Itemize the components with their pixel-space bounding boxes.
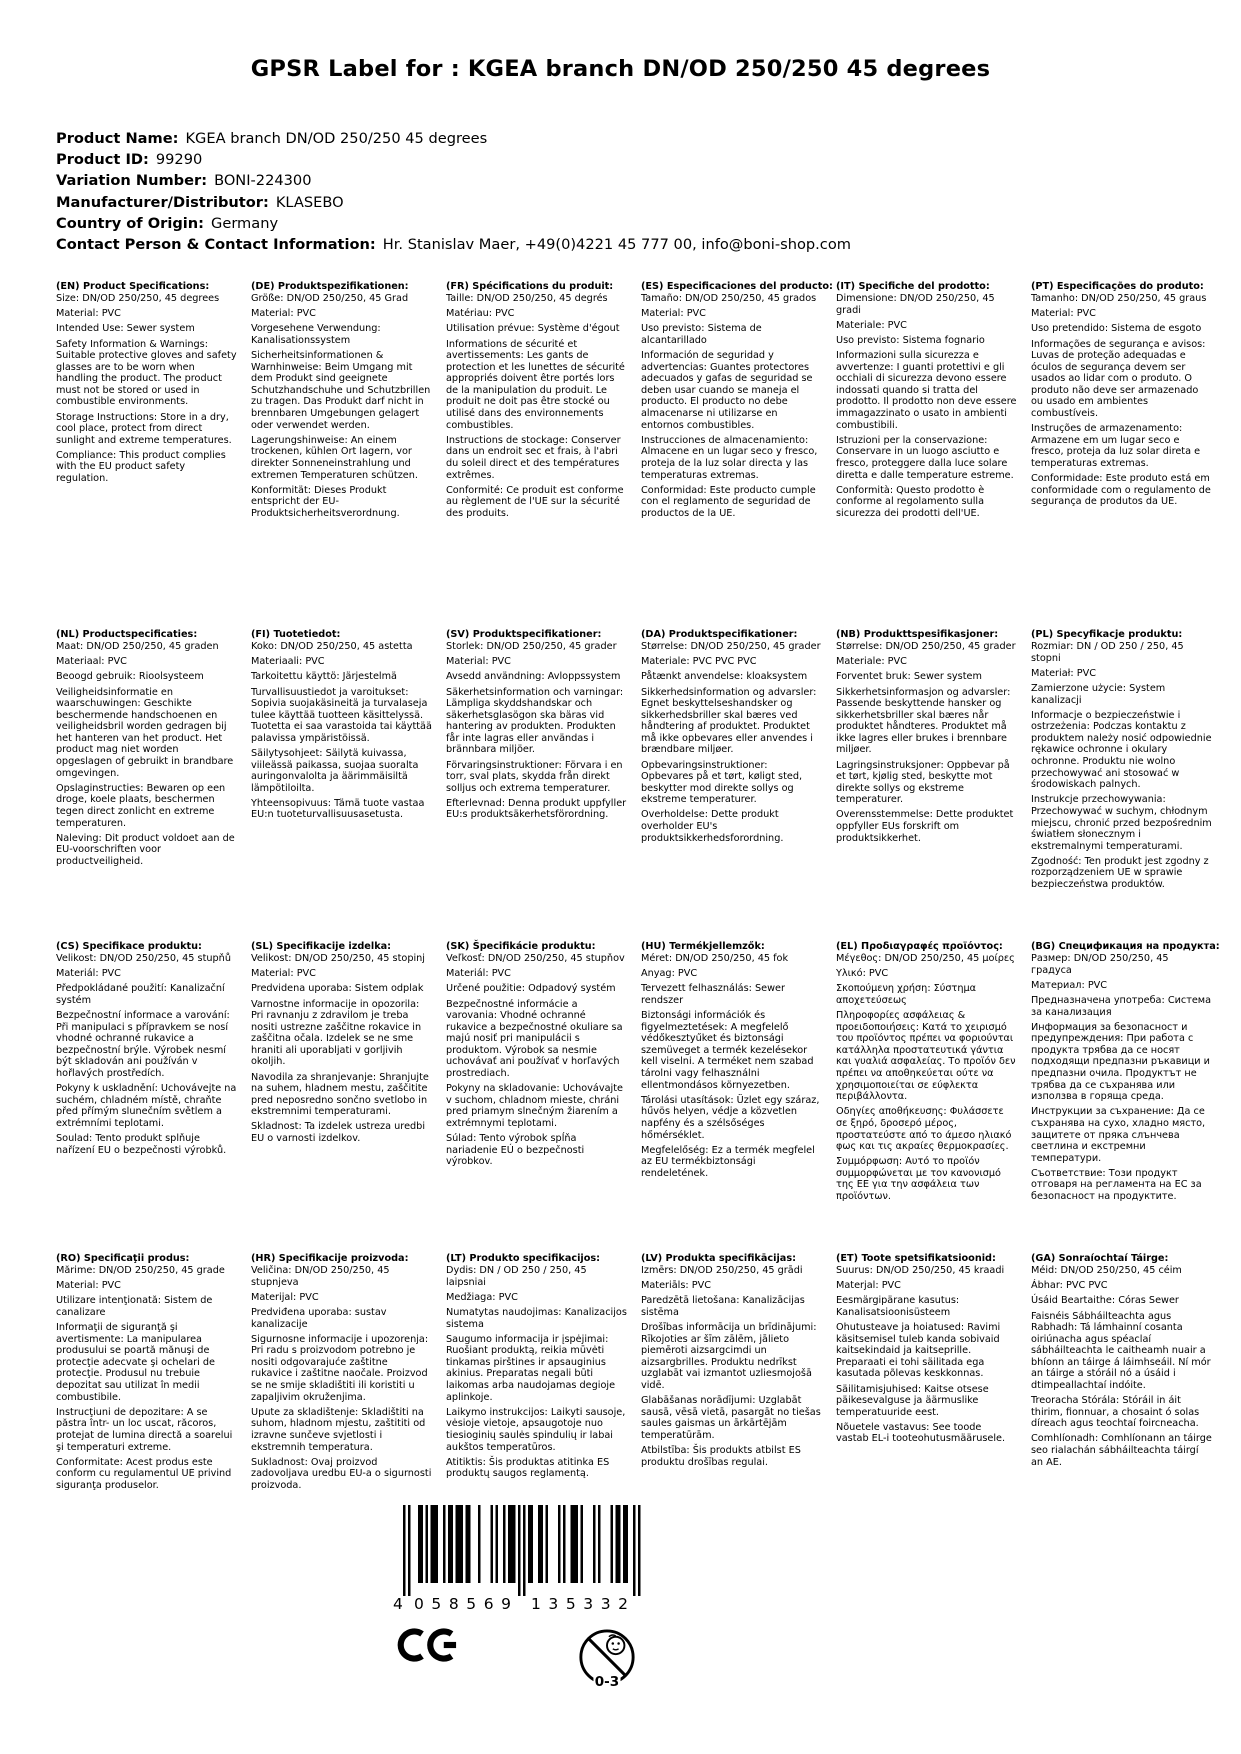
barcode-bar [623,1505,626,1583]
spec-heading: (EN) Product Specifications: [56,281,210,293]
spec-paragraph: Size: DN/OD 250/250, 45 degrees [56,293,220,305]
spec-paragraph: Rozmiar: DN / OD 250 / 250, 45 stopni [1031,641,1184,664]
spec-paragraph: Storlek: DN/OD 250/250, 45 grader [446,641,617,653]
info-field-value: BONI-224300 [214,172,312,190]
spec-paragraph: Varnostne informacije in opozorila: Pri ravnanju z zdravilom je treba nositi ustrezne zaščitne rokavice in zaščitna očala. Izdelek se ne sme hraniti ali uporabljati v gorljivih okoljih. [251,998,422,1068]
spec-paragraph: Размер: DN/OD 250/250, 45 градуса [1031,953,1169,976]
spec-heading: (HU) Termékjellemzők: [641,941,765,953]
spec-paragraph: Konformität: Dieses Produkt entspricht der EU-Produktsicherheitsverordnung. [251,484,400,519]
spec-paragraph: Съответствие: Този продукт отговаря на регламента на ЕС за безопасност на продуктите. [1031,1167,1202,1202]
spec-paragraph: Eesmärgipärane kasutus: Kanalisatsioonisüsteem [836,1295,960,1318]
barcode-bar [541,1505,544,1583]
barcode-bar [528,1505,531,1583]
spec-heading: (PL) Specyfikacje produktu: [1031,629,1183,641]
spec-heading: (NB) Produkttspesifikasjoner: [836,629,999,641]
spec-row-2 [56,629,1241,941]
spec-paragraph: Ohutusteave ja hoiatused: Ravimi käsitsemisel tuleb kanda sobivaid kaitsekindaid ja kaitseprille. Preparaati ei tohi säilitada ega kasutada põlevas keskkonnas. [836,1322,1001,1380]
spec-row-4 [56,1253,1241,1495]
product-info-line [56,128,1241,149]
barcode-bar [638,1505,641,1596]
spec-paragraph: Material: PVC [251,968,316,980]
spec-paragraph: Säilytysohjeet: Säilytä kuivassa, viileässä paikassa, suojaa suoralta auringonvalolta ja äärimmäisiltä lämpötiloilta. [251,747,419,794]
spec-paragraph: Materiál: PVC [56,968,121,980]
spec-paragraph: Saugumo informacija ir įspėjimai: Ruošiant produktą, reikia mūvėti tinkamas pirštines ir apsauginius akinius. Preparatas negali būti laikomas arba naudojamas degioje aplinkoje. [446,1333,616,1403]
spec-paragraph: Úsáid Beartaithe: Córas Sewer [1031,1295,1179,1307]
spec-paragraph: Materiaali: PVC [251,656,325,668]
info-field-label: Manufacturer/Distributor: [56,193,269,211]
spec-paragraph: Mărime: DN/OD 250/250, 45 grade [56,1265,225,1277]
spec-paragraph: Utilisation prévue: Système d'égout [446,323,620,335]
spec-paragraph: Materiál: PVC [446,968,511,980]
spec-paragraph: Størrelse: DN/OD 250/250, 45 grader [836,641,1016,653]
spec-paragraph: Efterlevnad: Denna produkt uppfyller EU:s produktsäkerhetsförordning. [446,797,627,821]
spec-paragraph: Opslaginstructies: Bewaren op een droge, koele plaats, beschermen tegen direct zonlicht en extreme temperaturen. [56,782,226,829]
spec-paragraph: Materiaal: PVC [56,656,127,668]
spec-paragraph: Compliance: This product complies with the EU product safety regulation. [56,449,226,485]
spec-paragraph: Koko: DN/OD 250/250, 45 astetta [251,641,413,653]
spec-block-fr [446,281,627,523]
spec-paragraph: Medžiaga: PVC [446,1291,518,1303]
barcode-bar [581,1505,584,1583]
barcode-bar [523,1505,526,1596]
barcode-bar [421,1505,424,1583]
spec-heading: (HR) Specifikacije proizvoda: [251,1253,409,1265]
spec-block-ro [56,1253,237,1495]
spec-row-1 [56,281,1241,629]
spec-paragraph: Förvaringsinstruktioner: Förvara i en torr, sval plats, skydda från direkt solljus och extrema temperaturer. [446,759,623,794]
spec-paragraph: Materiale: PVC PVC PVC [641,656,757,668]
barcode-bar [456,1505,459,1583]
spec-paragraph: Sikkerhedsinformation og advarsler: Egnet beskyttelseshandsker og sikkerhedsbriller skal bæres ved håndtering af produktet. Produktet må ikke opbevares eller anvendes i brændbare miljøer. [641,686,817,756]
barcode-bar [403,1505,406,1596]
barcode-bar [491,1505,494,1583]
spec-paragraph: Conformidade: Este produto está em conformidade com o regulamento de segurança de produtos da UE. [1031,473,1211,508]
spec-paragraph: Uso pretendido: Sistema de esgoto [1031,323,1202,335]
barcode-bar [433,1505,436,1583]
barcode-bar [593,1505,596,1583]
product-info-line [56,213,1241,234]
spec-heading: (EL) Προδιαγραφές προϊόντος: [836,941,1003,953]
spec-paragraph: Materiale: PVC [836,656,907,668]
spec-paragraph: Storage Instructions: Store in a dry, cool place, protect from direct sunlight and extreme temperatures. [56,411,232,446]
barcode-bar [451,1505,454,1583]
barcode-bar [573,1505,576,1583]
spec-paragraph: Veličina: DN/OD 250/250, 45 stupnjeva [251,1265,390,1288]
product-info-line [56,170,1241,191]
spec-paragraph: Instructions de stockage: Conserver dans un endroit sec et frais, à l'abri du soleil direct et des températures extrêmes. [446,434,621,481]
spec-paragraph: Drošības informācija un brīdinājumi: Rīkojoties ar šīm zālēm, jālieto piemēroti aizsargcimdi un aizsargbrilles. Produktu nedrīkst uzglabāt vai izmantot uzliesmojošā vidē. [641,1322,817,1392]
spec-heading: (GA) Sonraíochtaí Táirge: [1031,1253,1169,1265]
age-warning-label: 0-3 [594,1674,620,1691]
spec-paragraph: Οδηγίες αποθήκευσης: Φυλάσσετε σε ξηρό, δροσερό μέρος, προστατεύστε από το άμεσο ηλιακό φως και τις ακραίες θερμοκρασίες. [836,1106,1012,1153]
barcode-bar [571,1505,574,1583]
ean13-barcode [393,1505,641,1611]
spec-paragraph: Bezpečnostné informácie a varovania: Vhodné ochranné rukavice a bezpečnostné okuliare sa majú nosiť pri manipulácii s produktom. Výrobok sa nesmie uchovávať ani používať v horľavých prostrediach. [446,998,623,1080]
spec-heading: (LT) Produkto specifikacijos: [446,1253,601,1265]
spec-block-nb [836,629,1017,848]
spec-paragraph: Påtænkt anvendelse: kloaksystem [641,671,808,683]
spec-block-nl [56,629,237,871]
spec-heading: (NL) Productspecificaties: [56,629,198,641]
spec-row-3 [56,941,1241,1253]
barcode-bar [511,1505,514,1583]
spec-paragraph: Conformité: Ce produit est conforme au règlement de l'UE sur la sécurité des produits. [446,484,624,519]
spec-heading: (RO) Specificaţii produs: [56,1253,190,1265]
spec-paragraph: Méid: DN/OD 250/250, 45 céim [1031,1265,1182,1277]
spec-paragraph: Material: PVC [1031,308,1096,320]
spec-heading: (ET) Toote spetsifikatsioonid: [836,1253,996,1265]
compliance-symbols [393,1625,641,1693]
spec-block-el [836,941,1017,1206]
spec-paragraph: Tarkoitettu käyttö: Järjestelmä [251,671,397,683]
spec-block-en [56,281,237,488]
barcode-bar [563,1505,566,1583]
barcode-bar [616,1505,619,1583]
spec-paragraph: Предназначена употреба: Система за канализация [1031,995,1212,1018]
barcode-bar [576,1505,579,1583]
spec-paragraph: Navodila za shranjevanje: Shranjujte na suhem, hladnem mestu, zaščitite pred neposredno sončno svetlobo in ekstremnimi temperaturami. [251,1071,429,1118]
spec-paragraph: Material: PVC [446,656,511,668]
spec-paragraph: Dimensione: DN/OD 250/250, 45 gradi [836,293,995,316]
product-info-line [56,149,1241,170]
spec-paragraph: Vorgesehene Verwendung: Kanalisationssystem [251,323,381,346]
spec-paragraph: Predvidena uporaba: Sistem odplak [251,983,424,995]
spec-paragraph: Overensstemmelse: Dette produktet oppfyller EUs forskrift om produktsikkerhet. [836,809,1014,844]
spec-paragraph: Dydis: DN / OD 250 / 250, 45 laipsniai [446,1265,587,1288]
spec-block-sk [446,941,627,1171]
spec-paragraph: Beoogd gebruik: Rioolsysteem [56,671,204,683]
spec-heading: (BG) Спецификация на продукта: [1031,941,1220,953]
spec-paragraph: Instrucciones de almacenamiento: Almacene en un lugar seco y fresco, proteja de la luz solar directa y las temperaturas extremas. [641,434,818,481]
barcode-bar [546,1505,549,1583]
spec-paragraph: Lagringsinstruksjoner: Oppbevar på et tørt, kjølig sted, beskytte mot direkte sollys og ekstreme temperaturer. [836,759,1010,806]
barcode-bar [408,1505,411,1596]
spec-heading: (IT) Specifiche del prodotto: [836,281,990,293]
spec-block-sl [251,941,432,1148]
barcode-bar [436,1505,439,1583]
spec-paragraph: Materiale: PVC [836,319,907,331]
spec-paragraph: Yhteensopivuus: Tämä tuote vastaa EU:n tuoteturvallisuusasetusta. [251,797,425,821]
spec-paragraph: Upute za skladištenje: Skladištiti na suhom, hladnom mjestu, zaštititi od izravne sunčeve svjetlosti i ekstremnih temperatura. [251,1406,426,1453]
spec-paragraph: Material: PVC [56,308,121,320]
barcode-digits: 058569 [414,1594,511,1611]
spec-paragraph: Conformità: Questo prodotto è conforme al regolamento sulla sicurezza dei prodotti dell'UE. [836,484,985,519]
spec-heading: (DE) Produktspezifikationen: [251,281,409,293]
spec-paragraph: Určené použitie: Odpadový systém [446,983,616,995]
barcode-bar [558,1505,561,1583]
ce-mark-icon [397,1625,461,1665]
spec-paragraph: Größe: DN/OD 250/250, 45 Grad [251,293,409,305]
spec-paragraph: Instrukcje przechowywania: Przechowywać w suchym, chłodnym miejscu, chronić przed bezpośrednim światłem słonecznym i ekstremalnymi temperaturami. [1031,794,1212,852]
spec-paragraph: Informations de sécurité et avertissements: Les gants de protection et les lunettes de sécurité appropriés doivent être portés lors de la manipulation du produit. Le produit ne doit pas être stocké ou utilisé dans des environnements combustibles. [446,338,625,431]
spec-heading: (SL) Specifikacije izdelka: [251,941,392,953]
spec-paragraph: Faisnéis Sábháilteachta agus Rabhadh: Tá lámhainní cosanta oiriúnacha agus spéaclaí sábháilteachta le caitheamh nuair a bhíonn an táirge á láimhseáil. Ní mór an táirge a stóráil nó a úsáid i dtimpeallachtaí indóite. [1031,1310,1211,1392]
info-field-value: KLASEBO [275,193,344,211]
spec-block-hu [641,941,822,1183]
spec-block-pt [1031,281,1212,511]
spec-paragraph: Súlad: Tento výrobok spĺňa nariadenie EÚ o bezpečnosti výrobkov. [446,1133,585,1168]
spec-paragraph: Velikost: DN/OD 250/250, 45 stupňů [56,953,231,965]
spec-paragraph: Veiligheidsinformatie en waarschuwingen: Geschikte beschermende handschoenen en veiligheidsbril worden gedragen bij het hanteren van het product. Het product mag niet worden opgeslagen of gebruikt in brandbare omgevingen. [56,686,234,779]
spec-paragraph: Materjal: PVC [836,1280,901,1292]
barcode-bar [626,1505,629,1583]
spec-paragraph: Material: PVC [251,308,316,320]
barcode-bar [496,1505,499,1583]
spec-paragraph: Soulad: Tento produkt splňuje nařízení EU o bezpečnosti výrobků. [56,1133,227,1156]
page-title: GPSR Label for : KGEA branch DN/OD 250/250 45 degrees [250,56,991,82]
info-field-value: 99290 [155,151,203,169]
barcode-digits: 4 [393,1594,403,1611]
spec-paragraph: Anyag: PVC [641,968,698,980]
spec-paragraph: Glabāšanas norādījumi: Uzglabāt sausā, vēsā vietā, pasargāt no tiešas saules gaismas un ārkārtējām temperatūrām. [641,1395,821,1441]
spec-paragraph: Safety Information & Warnings: Suitable protective gloves and safety glasses are to be worn when handling the product. The product must not be stored or used in combustible environments. [56,338,237,408]
barcode-bar [478,1505,481,1583]
spec-block-lv [641,1253,822,1472]
spec-paragraph: Zgodność: Ten produkt jest zgodny z rozporządzeniem UE w sprawie bezpieczeństwa produktów. [1031,855,1209,890]
spec-paragraph: Instruções de armazenamento: Armazene em um lugar seco e fresco, proteja da luz solar direta e temperaturas extremas. [1031,423,1201,469]
spec-paragraph: Υλικό: PVC [836,968,889,980]
spec-paragraph: Overholdelse: Dette produkt overholder EU's produktsikkerhedsforordning. [641,809,784,844]
spec-block-da [641,629,822,848]
spec-paragraph: Materiāls: PVC [641,1280,711,1292]
spec-paragraph: Utilizare intenţionată: Sistem de canalizare [56,1295,213,1318]
spec-paragraph: Atitiktis: Šis produktas atitinka ES produktų saugos reglamentą. [446,1456,610,1480]
spec-paragraph: Sukladnost: Ovaj proizvod zadovoljava uredbu EU-a o sigurnosti proizvoda. [251,1456,432,1491]
barcode-bar [466,1505,469,1583]
spec-paragraph: Bezpečnostní informace a varování: Při manipulaci s přípravkem se nosí vhodné ochranné rukavice a bezpečnostní brýle. Výrobek nesmí být skladován ani používán v hořlavých prostředích. [56,1010,230,1080]
spec-block-pl [1031,629,1212,894]
spec-paragraph: Tervezett felhasználás: Sewer rendszer [641,983,785,1006]
spec-paragraph: Numatytas naudojimas: Kanalizacijos sistema [446,1307,627,1330]
barcode-digits: 135332 [531,1594,628,1611]
spec-paragraph: Uso previsto: Sistema de alcantarillado [641,323,762,346]
specifications-grid [56,281,1241,1495]
spec-paragraph: Taille: DN/OD 250/250, 45 degrés [446,293,608,305]
spec-paragraph: Sigurnosne informacije i upozorenja: Pri radu s proizvodom potrebno je nositi odgovarajuće zaštitne rukavice i zaštitne naočale. Proizvod se ne smije skladištiti ili koristiti u zapaljivim okruženjima. [251,1333,429,1403]
barcode-bar [426,1505,429,1583]
spec-heading: (SK) Špecifikácie produktu: [446,941,596,953]
spec-paragraph: Información de seguridad y advertencias: Guantes protectores adecuados y gafas de seguridad se deben usar cuando se maneja el producto. El producto no debe almacenarse ni utilizarse en entornos combustibles. [641,350,813,431]
spec-block-de [251,281,432,523]
barcode-bar [431,1505,434,1583]
spec-paragraph: Tamaño: DN/OD 250/250, 45 grados [641,293,817,305]
spec-paragraph: Biztonsági információk és figyelmeztetések: A megfelelő védőkesztyűket és biztonsági szemüveget a termék kezelésekor kell viselni. A terméket nem szabad tárolni vagy felhasználni ellentmondásos környezetben. [641,1010,814,1091]
barcode-bar [461,1505,464,1583]
spec-paragraph: Zamierzone użycie: System kanalizacji [1031,683,1166,706]
barcode-bar [508,1505,511,1583]
spec-paragraph: Méret: DN/OD 250/250, 45 fok [641,953,789,965]
product-info-section [56,128,1241,255]
spec-paragraph: Μέγεθος: DN/OD 250/250, 45 μοίρες [836,953,1015,965]
spec-paragraph: Forventet bruk: Sewer system [836,671,982,683]
product-info-line [56,192,1241,213]
spec-paragraph: Συμμόρφωση: Αυτό το προϊόν συμμορφώνεται με τον κανονισμό της ΕΕ για την ασφάλεια των προϊόντων. [836,1156,1001,1202]
spec-block-sv [446,629,627,824]
spec-paragraph: Material: PVC [56,1280,121,1292]
barcode-bar [503,1505,506,1583]
spec-paragraph: Predviđena uporaba: sustav kanalizacije [251,1307,387,1330]
spec-paragraph: Velikost: DN/OD 250/250, 45 stopinj [251,953,425,965]
info-field-label: Product Name: [56,130,179,147]
spec-paragraph: Comhlíonadh: Comhlíonann an táirge seo rialachán sábháilteachta táirgí an AE. [1031,1433,1212,1468]
spec-paragraph: Pokyny na skladovanie: Uchovávajte v suchom, chladnom mieste, chráni pred priamym slnečným žiarením a extrémnymi teplotami. [446,1083,623,1129]
spec-heading: (ES) Especificaciones del producto: [641,281,833,293]
spec-paragraph: Informaţii de siguranţă şi avertismente: La manipularea produsului se poartă mănuşi de protecţie adecvate şi ochelari de protecţie. Produsul nu trebuie depozitat sau utilizat în medii combustibile. [56,1322,216,1403]
spec-paragraph: Treoracha Stórála: Stóráil in áit thirim, fionnuar, a chosaint ó solas díreach agus teochtaí foircneacha. [1031,1395,1200,1430]
spec-paragraph: Turvallisuustiedot ja varoitukset: Sopivia suojakäsineitä ja turvalaseja tulee käyttää tuotteen käsittelyssä. Tuotetta ei saa varastoida tai käyttää palavissa ympäristöissä. [251,686,432,744]
spec-paragraph: Σκοπούμενη χρήση: Σύστημα αποχετεύσεως [836,983,977,1006]
spec-paragraph: Материал: PVC [1031,979,1108,991]
spec-paragraph: Istruzioni per la conservazione: Conservare in un luogo asciutto e fresco, proteggere dalla luce solare diretta e dalle temperature estreme. [836,434,1014,481]
spec-paragraph: Megfelelőség: Ez a termék megfelel az EU termékbiztonsági rendeletének. [641,1144,815,1179]
spec-paragraph: Tamanho: DN/OD 250/250, 45 graus [1031,293,1207,305]
spec-heading: (DA) Produktspecifikationer: [641,629,798,641]
barcode-bar [418,1505,421,1583]
spec-block-it [836,281,1017,523]
spec-heading: (FR) Spécifications du produit: [446,281,614,293]
spec-block-hr [251,1253,432,1495]
spec-block-es [641,281,833,523]
spec-paragraph: Maat: DN/OD 250/250, 45 graden [56,641,219,653]
info-field-label: Variation Number: [56,172,208,190]
info-field-value: Hr. Stanislav Maer, +49(0)4221 45 777 00, info@boni-shop.com [382,236,851,254]
spec-paragraph: Информация за безопасност и предупреждения: При работа с продукта трябва да се носят подходящи предпазни ръкавици и предпазни очила. Продуктът не трябва да се съхранява или използва в горяща среда. [1031,1021,1210,1103]
product-info-line [56,234,1241,255]
spec-block-bg [1031,941,1220,1206]
barcode-bar [531,1505,534,1583]
barcode-bar [468,1505,471,1583]
spec-heading: (PT) Especificações do produto: [1031,281,1204,293]
spec-paragraph: Materijal: PVC [251,1291,319,1303]
spec-paragraph: Informações de segurança e avisos: Luvas de proteção adequadas e óculos de segurança devem ser usados ao lidar com o produto. O produto não deve ser armazenado ou usado em ambientes combustíveis. [1031,338,1206,420]
barcode-bar [598,1505,601,1583]
spec-block-cs [56,941,237,1160]
spec-heading: (LV) Produkta specifikācijas: [641,1253,796,1265]
spec-block-lt [446,1253,627,1483]
spec-paragraph: Informazioni sulla sicurezza e avvertenze: I guanti protettivi e gli occhiali di sicurezza devono essere indossati quando si tratta del prodotto. Il prodotto non deve essere immagazzinato o usato in ambienti combustibili. [836,350,1017,431]
spec-paragraph: Størrelse: DN/OD 250/250, 45 grader [641,641,821,653]
age-warning-0-3-icon [577,1625,637,1693]
spec-paragraph: Инструкции за съхранение: Да се съхранява на сухо, хладно място, защитете от пряка слънчева светлина и екстремни температури. [1031,1106,1206,1164]
spec-paragraph: Lagerungshinweise: An einem trockenen, kühlen Ort lagern, vor direkter Sonneneinstrahlung und extremen Temperaturen schützen. [251,434,418,481]
spec-block-fi [251,629,432,824]
spec-paragraph: Conformitate: Acest produs este conform cu regulamentul UE privind siguranţa produselor. [56,1456,232,1491]
barcode-bar [448,1505,451,1583]
info-field-value: Germany [211,214,279,232]
spec-paragraph: Veľkosť: DN/OD 250/250, 45 stupňov [446,953,625,965]
spec-paragraph: Πληροφορίες ασφάλειας & προειδοποιήσεις: Κατά το χειρισμό του προϊόντος πρέπει να φοριούνται κατάλληλα προστατευτικά γάντια και γυαλιά ασφαλείας. Το προϊόν δεν πρέπει να αποθηκεύεται ούτε να χρησιμοποιείται σε εύφλεκτα περιβάλλοντα. [836,1010,1016,1103]
spec-paragraph: Sicherheitsinformationen & Warnhinweise: Beim Umgang mit dem Produkt sind geeignete Schutzhandschuhe und Schutzbrillen zu tragen. Das Produkt darf nicht in brennbaren Umgebungen gelagert oder verwendet werden. [251,350,431,431]
spec-paragraph: Suurus: DN/OD 250/250, 45 kraadi [836,1265,1005,1277]
spec-paragraph: Matériau: PVC [446,308,515,320]
spec-paragraph: Pokyny k uskladnění: Uchovávejte na suchém, chladném místě, chraňte před přímým slunečním světlem a extrémními teplotami. [56,1083,237,1129]
barcode-bar [633,1505,636,1596]
spec-paragraph: Atbilstība: Šis produkts atbilst ES produktu drošības regulai. [641,1445,801,1468]
spec-paragraph: Opbevaringsinstruktioner: Opbevares på et tørt, køligt sted, beskytter mod direkte sollys og ekstreme temperaturer. [641,759,803,806]
info-field-label: Contact Person & Contact Information: [56,236,376,254]
barcode-bar [443,1505,446,1583]
spec-paragraph: Laikymo instrukcijos: Laikyti sausoje, vėsioje vietoje, apsaugotoje nuo tiesioginių saulės spindulių ir labai aukštos temperatūros. [446,1406,626,1453]
spec-paragraph: Uso previsto: Sistema fognario [836,335,985,346]
spec-paragraph: Ábhar: PVC PVC [1031,1280,1108,1292]
barcode-bar [538,1505,541,1583]
barcode-bar [518,1505,521,1596]
spec-paragraph: Skladnost: Ta izdelek ustreza uredbi EU o varnosti izdelkov. [251,1121,426,1145]
spec-paragraph: Material: PVC [641,308,706,320]
spec-block-et [836,1253,1017,1448]
spec-paragraph: Předpokládané použití: Kanalizační systém [56,983,225,1006]
spec-paragraph: Naleving: Dit product voldoet aan de EU-voorschriften voor productveiligheid. [56,832,235,867]
spec-paragraph: Säilitamisjuhised: Kaitse otsese päikesevalguse ja äärmuslike temperatuuride eest. [836,1383,989,1418]
spec-paragraph: Paredzētā lietošana: Kanalizācijas sistēma [641,1295,805,1318]
spec-paragraph: Tárolási utasítások: Üzlet egy száraz, hűvös helyen, védje a közvetlen napfény és a szélsőséges hőmérséklet. [641,1094,820,1141]
spec-paragraph: Conformidad: Este producto cumple con el reglamento de seguridad de productos de la UE. [641,484,816,519]
barcode-bar [458,1505,461,1583]
spec-paragraph: Nõuetele vastavus: See toode vastab EL-i tooteohutusmäärusele. [836,1421,1006,1445]
spec-paragraph: Izmērs: DN/OD 250/250, 45 grādi [641,1265,803,1277]
spec-paragraph: Instrucţiuni de depozitare: A se păstra într- un loc uscat, răcoros, protejat de lumina directă a soarelui şi temperaturi extreme. [56,1406,233,1453]
spec-heading: (CS) Specifikace produktu: [56,941,202,953]
barcode-bar [513,1505,516,1583]
spec-paragraph: Materiał: PVC [1031,667,1096,679]
spec-paragraph: Informacje o bezpieczeństwie i ostrzeżenia: Podczas kontaktu z produktem należy nosić odpowiednie rękawice ochronne i okulary ochronne. Produktu nie wolno przechowywać ani stosować w środowiskach palnych. [1031,709,1212,791]
spec-paragraph: Sikkerhetsinformasjon og advarsler: Passende beskyttende hansker og sikkerhetsbriller skal bæres når produktet håndteres. Produktet må ikke lagres eller brukes i brennbare miljøer. [836,686,1011,756]
spec-paragraph: Intended Use: Sewer system [56,323,195,335]
barcode-bar [611,1505,614,1583]
footer-symbols-section [393,1505,641,1693]
spec-heading: (SV) Produktspecifikationer: [446,629,602,641]
info-field-label: Product ID: [56,151,149,169]
spec-paragraph: Säkerhetsinformation och varningar: Lämpliga skyddshandskar och säkerhetsglasögon ska bäras vid hantering av produkten. Produkten får inte lagras eller användas i brännbara miljöer. [446,686,624,756]
spec-heading: (FI) Tuotetiedot: [251,629,341,641]
barcode-bar [618,1505,621,1583]
spec-paragraph: Avsedd användning: Avloppssystem [446,671,621,683]
info-field-value: KGEA branch DN/OD 250/250 45 degrees [185,130,488,147]
info-field-label: Country of Origin: [56,214,205,232]
spec-block-ga [1031,1253,1212,1472]
